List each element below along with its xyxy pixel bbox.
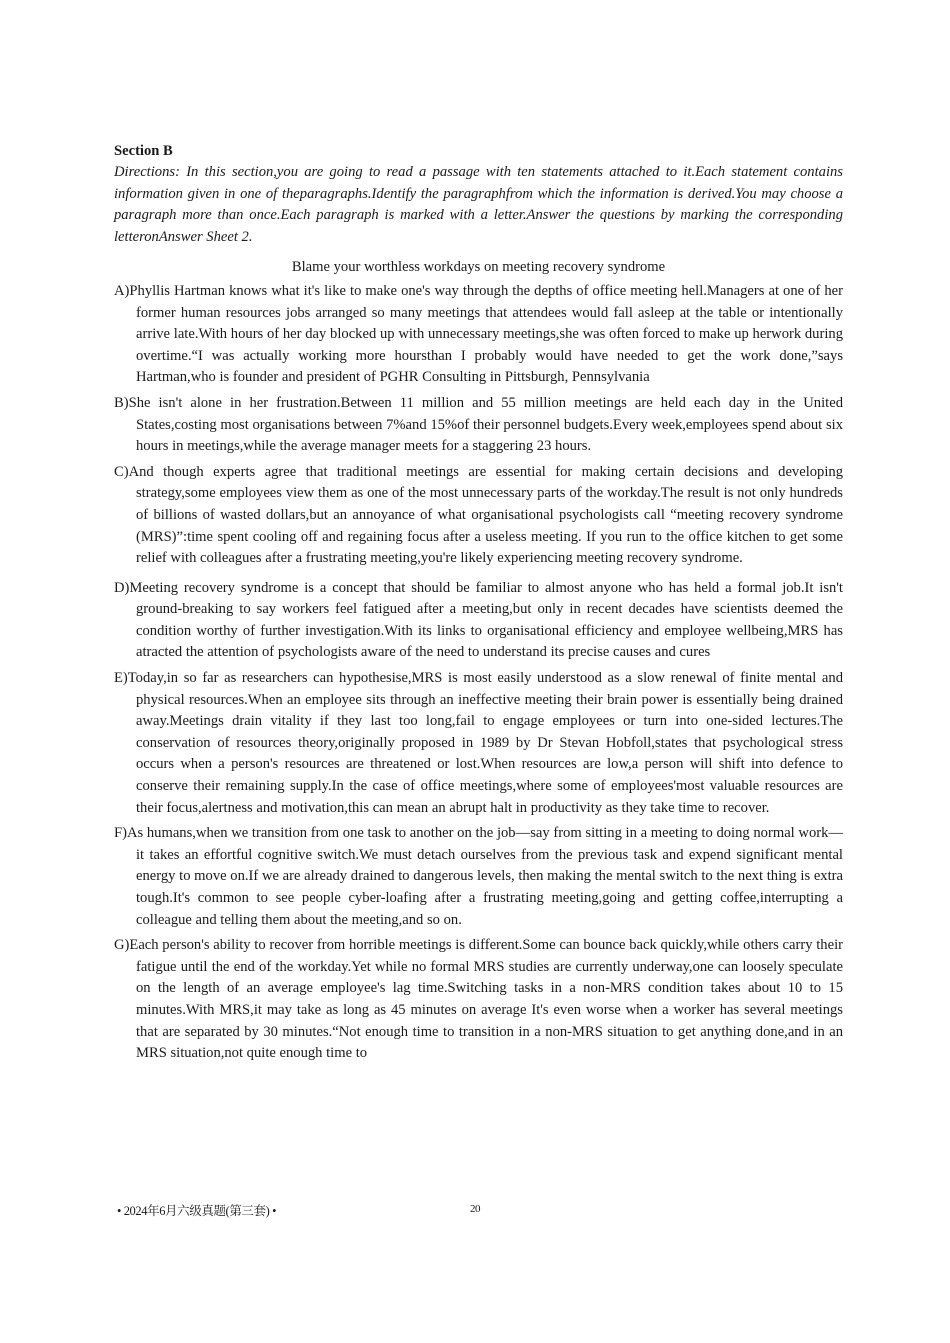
paragraph-letter: F) — [114, 825, 127, 842]
directions-text: Directions: In this section,you are going to read a passage with ten statements attached to it.Each statement contains information given in one of theparagraphs.Identify the paragraphfrom which the information is derived.You may choose a paragraph more than once.Each paragraph is marked with a letter.Answer the questions by marking the corresponding letteronAnswer Sheet 2. — [114, 164, 843, 245]
paragraph-b — [114, 393, 843, 458]
paragraph-text: Meeting recovery syndrome is a concept that should be familiar to almost anyone who has held a formal job.It isn't ground-breaking to say workers feel fatigued after a meeting,but only in recent decades have scientists deemed the condition worthy of further investigation.With its links to organisational efficiency and employee wellbeing,MRS has atracted the attention of psychologists aware of the need to understand its precise causes and cures — [129, 579, 843, 661]
paragraph-letter: B) — [114, 394, 129, 411]
paragraph-text: Each person's ability to recover from horrible meetings is different.Some can bounce back quickly,while others carry their fatigue until the end of the workday.Yet while no formal MRS studies are currently underway,one can loosely speculate on the length of an average employee's lag time.Switching tasks in a non-MRS condition takes about 10 to 15 minutes.With MRS,it may take as long as 45 minutes on average It's even worse when a worker has several meetings that are separated by 30 minutes.“Not enough time to transition in a non-MRS situation to get anything done,and in an MRS situation,not quite enough time to — [129, 937, 843, 1062]
passage-title: Blame your worthless workdays on meeting recovery syndrome — [291, 259, 666, 276]
paragraph-text: Today,in so far as researchers can hypothesise,MRS is most easily understood as a slow renewal of finite mental and physical resources.When an employee sits through an ineffective meeting their brain power is essentially being drained away.Meetings drain vitality if they last too long,fail to engage employees or turn into one-sided lectures.The conservation of resources theory,originally proposed in 1989 by Dr Stevan Hobfoll,states that psychological stress occurs when a person's resources are threatened or lost.When resources are low,a person will shift into defence to conserve their remaining supply.In the case of office meetings,where some of employees'most valuable resources are their focus,alertness and motivation,this can mean an abrupt halt in productivity as they take time to recover. — [127, 670, 843, 816]
paragraph-letter: D) — [114, 579, 130, 596]
paragraph-text: And though experts agree that traditional meetings are essential for making certain decisions and developing strategy,some employees view them as one of the most unnecessary parts of the workday.The result is not only hundreds of billions of wasted dollars,but an annoyance of what organisational psychologists call “meeting recovery syndrome (MRS)”:time spent cooling off and regaining focus after a useless meeting. If you run to the office kitchen to get some relief with colleagues after a frustrating meeting,you're likely experiencing meeting recovery syndrome. — [128, 463, 843, 567]
paragraph-d — [114, 578, 843, 664]
paragraph-a — [114, 281, 843, 389]
footer-label: • 2024年6月六级真题(第三套) • — [117, 1204, 277, 1218]
paragraph-e — [114, 668, 843, 819]
paragraph-g — [114, 935, 843, 1065]
paragraph-c — [114, 462, 843, 570]
paragraph-letter: E) — [114, 670, 128, 687]
paragraph-f — [114, 823, 843, 931]
paragraph-text: She isn't alone in her frustration.Between 11 million and 55 million meetings are held each day in the United States,costing most organisations between 7%and 15%of their personnel budgets.Every week,employees spend about six hours in meetings,while the average manager meets for a staggering 23 hours. — [128, 394, 843, 455]
page-number: 20 — [470, 1203, 480, 1215]
paragraph-text: As humans,when we transition from one task to another on the job—say from sitting in a meeting to doing normal work—it takes an effortful cognitive switch.We must detach ourselves from the previous task and expend significant mental energy to move on.If we are already drained to dangerous levels, then making the mental switch to the next thing is extra tough.It's common to see people cyber-loafing after a frustrating meeting,going and getting coffee,interrupting a colleague and telling them about the meeting,and so on. — [126, 825, 843, 928]
paragraph-letter: G) — [114, 937, 130, 954]
paragraph-text: Phyllis Hartman knows what it's like to make one's way through the depths of office meeting hell.Managers at one of her former human resources jobs arranged so many meetings that attendees would fall asleep at the table or intentionally arrive late.With hours of her day blocked up with unnecessary meetings,she was often forced to make up herwork during overtime.“I was actually working more hoursthan I probably would have needed to get the work done,”says Hartman,who is founder and president of PGHR Consulting in Pittsburgh, Pennsylvania — [129, 282, 843, 386]
paragraph-letter: A) — [114, 282, 130, 299]
section-title: Section B — [114, 143, 173, 159]
document-page — [114, 141, 843, 1065]
page-footer — [117, 1201, 517, 1219]
paragraph-letter: C) — [114, 463, 129, 480]
